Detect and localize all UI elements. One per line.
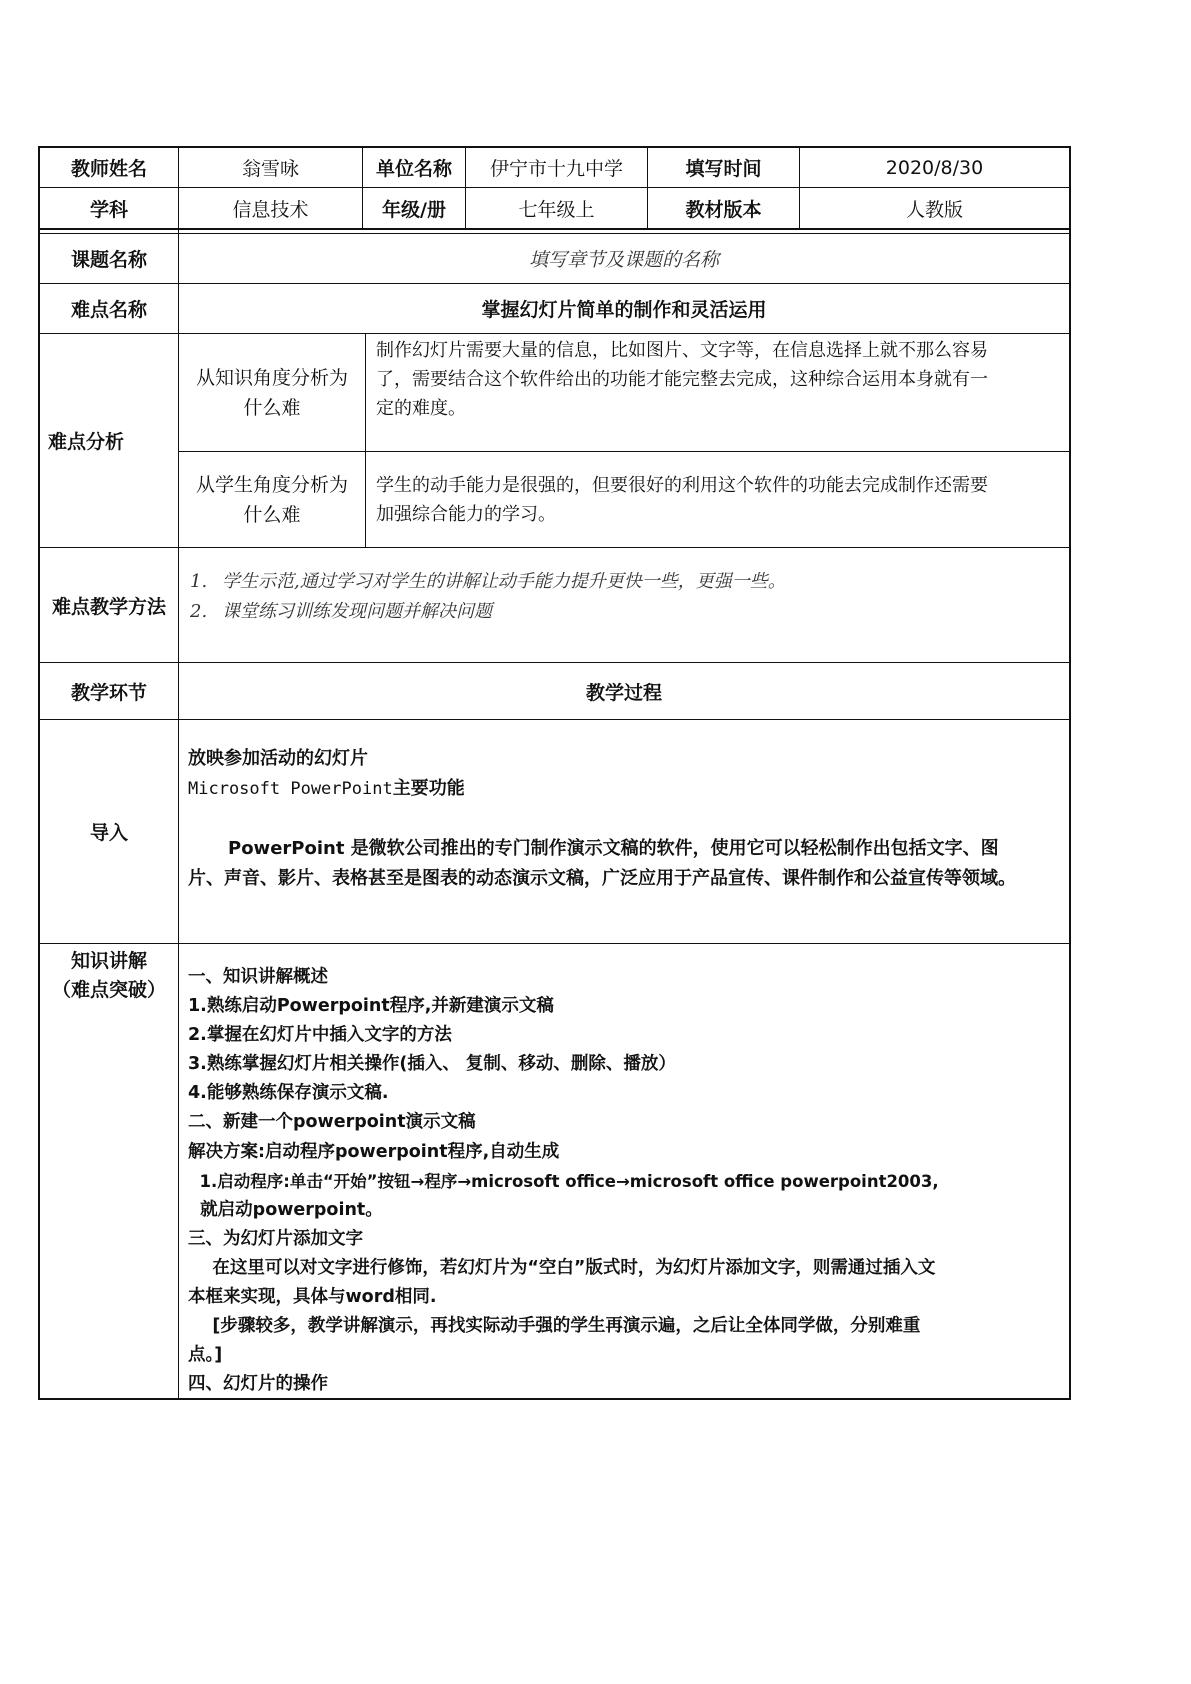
intro-paragraph (188, 834, 1066, 894)
subject-label: 学科 (89, 198, 128, 221)
teacher-name-label: 教师姓名 (70, 158, 147, 180)
method-label: 难点教学方法 (51, 595, 166, 618)
text-line: [步骤较多，教学讲解演示，再找实际动手强的学生再演示遍，之后让全体同学做，分别难重 (188, 1316, 921, 1337)
unit-name-value: 伊宁市十九中学 (489, 158, 623, 180)
grid-line (1069, 146, 1071, 1400)
intro-line (188, 774, 1066, 804)
knowledge-angle-label-line: 什么难 (243, 396, 301, 419)
grid-line (38, 547, 1071, 548)
grid-line (365, 333, 366, 547)
method-list (190, 567, 1060, 627)
topic-value: 填写章节及课题的名称 (528, 249, 719, 271)
method-item (190, 597, 1060, 627)
text-line: 1.启动程序:单击“开始”按钮→程序→microsoft office→microsoft office powerpoint2003, (188, 1171, 939, 1191)
text-line: 制作幻灯片需要大量的信息，比如图片、文字等，在信息选择上就不那么容易 (376, 340, 988, 361)
knowledge-label-line: 知识讲解 (70, 950, 147, 972)
analysis-label: 难点分析 (48, 431, 125, 453)
grid-line (38, 228, 1071, 230)
intro-line-en: Microsoft PowerPoint (188, 779, 393, 799)
stage-header: 教学环节 (70, 681, 147, 704)
text-line: 1.熟练启动Powerpoint程序,并新建演示文稿 (188, 996, 554, 1017)
student-angle-label (179, 452, 365, 547)
text-line: 了，需要结合这个软件给出的功能才能完整去完成，这种综合运用本身就有一 (376, 369, 988, 390)
method-item-text: 课堂练习训练发现问题并解决问题 (222, 601, 492, 622)
text-line: 解决方案:启动程序powerpoint程序,自动生成 (188, 1141, 560, 1162)
grade-value: 七年级上 (518, 198, 595, 221)
method-item-num: 1. (190, 571, 208, 592)
text-line: 3.熟练掌握幻灯片相关操作(插入、 复制、移动、删除、播放） (188, 1054, 676, 1075)
text-line: 四、幻灯片的操作 (188, 1374, 328, 1395)
text-line: 点。] (188, 1345, 223, 1366)
text-line: 二、新建一个powerpoint演示文稿 (188, 1112, 476, 1133)
text-line: 三、为幻灯片添加文字 (188, 1228, 363, 1249)
subject-value: 信息技术 (232, 198, 309, 221)
knowledge-label-line: （难点突破） (51, 979, 166, 1001)
topic-label: 课题名称 (70, 249, 147, 271)
student-angle-text (376, 471, 1066, 529)
difficulty-value: 掌握幻灯片简单的制作和灵活运用 (481, 299, 767, 321)
knowledge-angle-label (179, 334, 365, 451)
method-item-text: 学生示范,通过学习对学生的讲解让动手能力提升更快一些，更强一些。 (222, 571, 786, 592)
knowledge-content (188, 963, 1066, 1399)
method-item (190, 567, 1060, 597)
grid-line (38, 719, 1071, 720)
text-line: 2.掌握在幻灯片中插入文字的方法 (188, 1025, 452, 1046)
text-line: 学生的动手能力是很强的，但要很好的利用这个软件的功能去完成制作还需要 (376, 475, 988, 496)
unit-name-label: 单位名称 (375, 158, 452, 180)
text-line: 加强综合能力的学习。 (376, 504, 556, 525)
edition-label: 教材版本 (685, 198, 762, 221)
method-item-num: 2. (190, 601, 208, 622)
text-line: 就启动powerpoint。 (188, 1199, 383, 1220)
text-line: 一、知识讲解概述 (188, 967, 328, 987)
process-header: 教学过程 (585, 681, 662, 704)
text-line: 4.能够熟练保存演示文稿. (188, 1083, 389, 1104)
student-angle-label-line: 什么难 (243, 503, 301, 526)
knowledge-angle-label-line: 从知识角度分析为 (195, 366, 348, 389)
difficulty-label: 难点名称 (70, 299, 147, 321)
fill-date-value: 2020/8/30 (885, 156, 984, 179)
intro-content (188, 744, 1066, 894)
grade-label: 年级/册 (382, 198, 446, 221)
knowledge-angle-text (376, 336, 1066, 423)
intro-line: 放映参加活动的幻灯片 (188, 748, 368, 769)
knowledge-label (40, 944, 178, 1005)
edition-value: 人教版 (905, 198, 963, 221)
text-line: PowerPoint 是微软公司推出的专门制作演示文稿的软件，使用它可以轻松制作出包括文字、图 (228, 838, 999, 859)
student-angle-label-line: 从学生角度分析为 (195, 473, 348, 496)
text-line: 片、声音、影片、表格甚至是图表的动态演示文稿，广泛应用于产品宣传、课件制作和公益宣传等领域。 (188, 868, 1016, 889)
fill-date-label: 填写时间 (685, 158, 762, 180)
teacher-name-value: 翁雪咏 (241, 158, 299, 180)
text-line: 本框来实现，具体与word相同. (188, 1287, 437, 1308)
grid-line (38, 943, 1071, 944)
text-line: 在这里可以对文字进行修饰，若幻灯片为“空白”版式时，为幻灯片添加文字，则需通过插入文 (188, 1257, 936, 1278)
text-line: 定的难度。 (376, 398, 466, 419)
intro-label: 导入 (89, 822, 128, 844)
intro-line-cn: 主要功能 (392, 778, 465, 799)
